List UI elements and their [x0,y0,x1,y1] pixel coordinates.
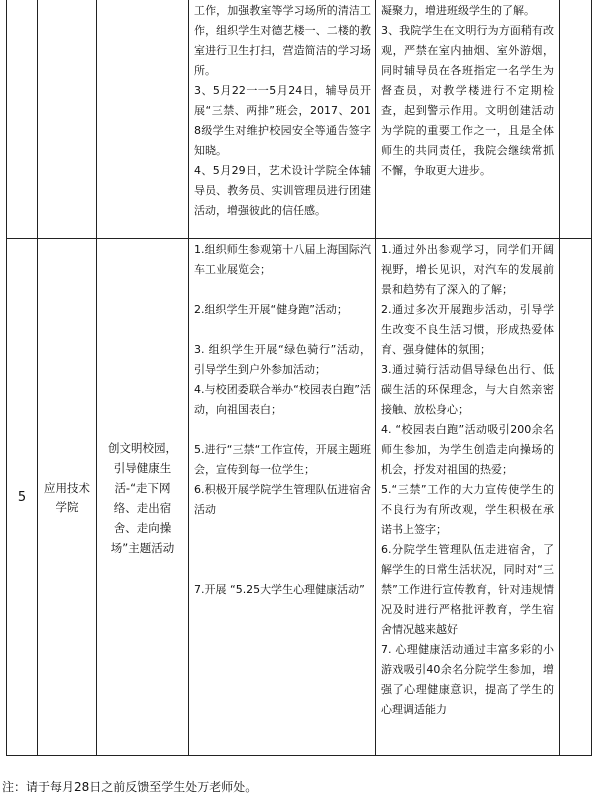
effect-item: 1.通过外出参观学习，同学们开阔视野，增长见识，对汽车的发展前景和趋势有了深入的了解； [381,243,554,296]
index-cell [7,0,38,238]
theme-cell [97,239,189,756]
report-table [6,0,592,756]
activity-item: 3、5月22一一5月24日，辅导员开展“三禁、两排”班会，2017、2018级学生对维护校园安全等通告签字知晓。 [194,84,371,157]
activity-item: 1.组织师生参观第十八届上海国际汽车工业展览会； [194,243,371,276]
effect-item: 4. “校园表白跑”活动吸引200余名师生参加，为学生创造走向操场的机会，抒发对祖国的热爱； [381,423,554,476]
effect-item: 7. 心理健康活动通过丰富多彩的小游戏吸引40余名分院学生参加，增强了心理健康意识，提高了学生的心理调适能力 [381,643,554,716]
activity-item: 4.与校团委联合举办“校园表白跑”活动，向祖国表白； [194,383,371,416]
activities-cell [189,239,376,756]
activity-item: 5.进行“三禁“工作宣传，开展主题班会，宣传到每一位学生； [194,443,371,476]
activity-item: 2.组织学生开展“健身跑”活动； [194,303,348,316]
unit-cell [38,239,97,756]
activity-item: 4、5月29日，艺术设计学院全体辅导员、教务员、实训管理员进行团建活动，增强彼此的信任感。 [194,164,371,217]
activity-item: 6.积极开展学院学生管理队伍进宿舍活动 [194,483,371,516]
remark-cell [560,0,591,238]
unit-name: 应用技术学院 [44,480,90,514]
effects-cell [376,239,560,756]
effect-item: 6.分院学生管理队伍走进宿舍，了解学生的日常生活状况，同时对“三禁”工作进行宣传教育，针对违规情况及时进行严格批评教育，学生宿舍情况越来越好 [381,543,554,636]
table-row [7,0,591,238]
activity-item: 工作，加强教室等学习场所的清洁工作，组织学生对德艺楼一、二楼的教室进行卫生打扫，营造简洁的学习场所。 [194,4,371,77]
footnote: 注：请于每月28日之前反馈至学生处万老师处。 [2,780,258,794]
effect-item: 2.通过多次开展跑步活动，引导学生改变不良生活习惯，形成热爱体育、强身健体的氛围； [381,303,554,356]
table-row [7,238,591,756]
unit-cell [38,0,97,238]
remark-cell [560,239,591,756]
effect-item: 3、我院学生在文明行为方面稍有改观，严禁在室内抽烟、室外游烟，同时辅导员在各班指定一名学生为督查员，对教学楼进行不定期检查，起到警示作用。文明创建活动为学院的重要工作之一，且是全体师生的共同责任，我院会继续常抓不懈，争取更大进步。 [381,24,554,177]
activity-theme: 创文明校园，引导健康生活-“走下网络、走出宿舍、走向操场”主题活动 [108,440,177,555]
theme-cell [97,0,189,238]
activity-item: 7.开展 “5.25大学生心理健康活动” [194,583,365,596]
index-cell [7,239,38,756]
effect-item: 5.“三禁”工作的大力宣传使学生的不良行为有所改观，学生积极在承诺书上签字； [381,483,554,536]
activities-cell [189,0,376,238]
effect-item: 3.通过骑行活动倡导绿色出行、低碳生活的环保理念，与大自然亲密接触、放松身心； [381,363,554,416]
activity-item: 3. 组织学生开展“绿色骑行”活动，引导学生到户外参加活动； [194,343,371,376]
effects-cell [376,0,560,238]
row-index: 5 [17,490,27,505]
effect-item: 凝聚力，增进班级学生的了解。 [381,4,535,17]
